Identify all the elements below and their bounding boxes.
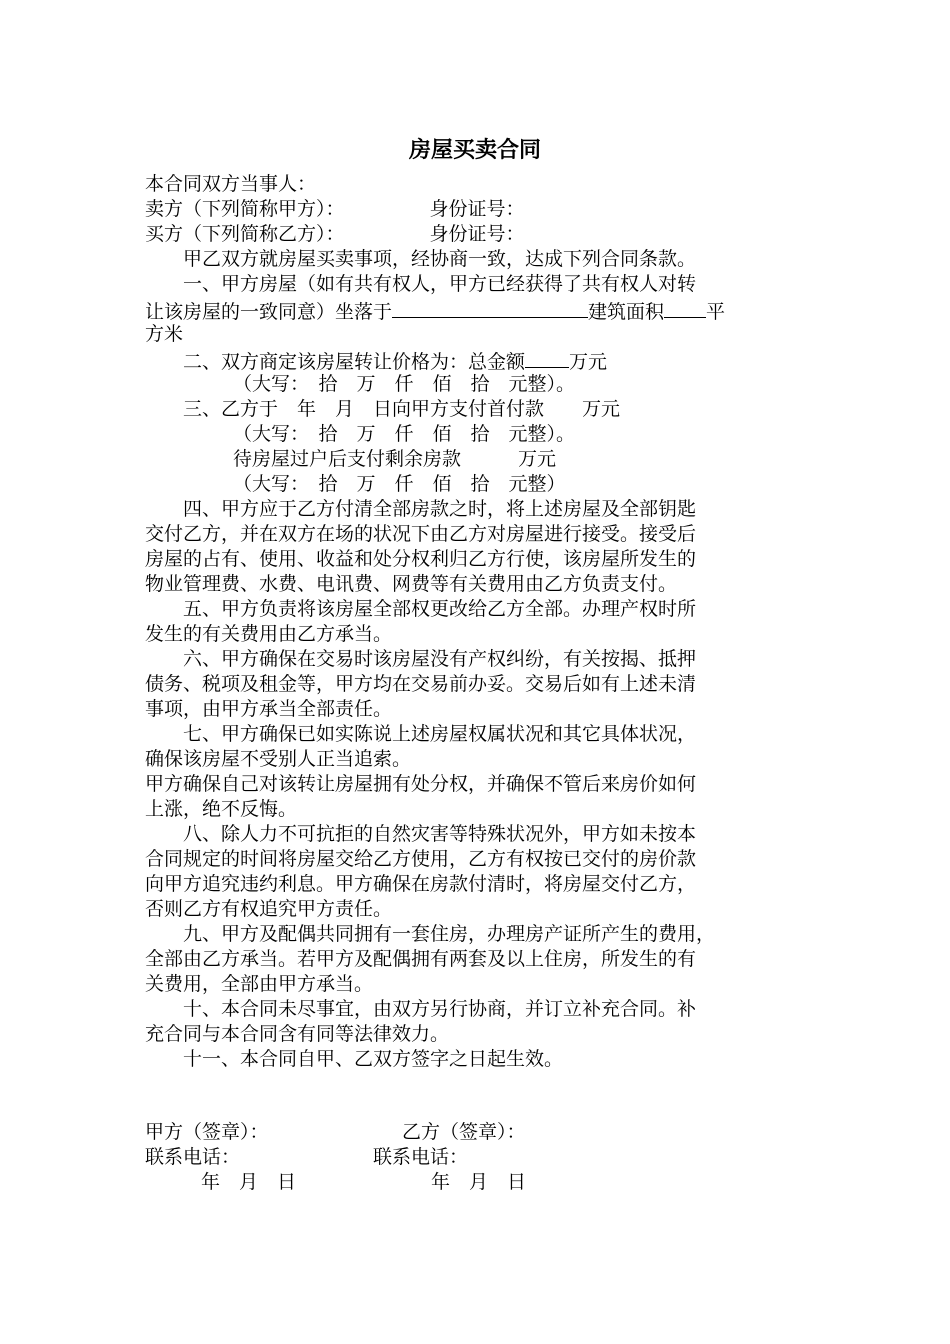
clause1-line2 (145, 297, 807, 322)
seller-label: 卖方（下列简称甲方）： (145, 198, 345, 220)
total-amount-blank (525, 347, 569, 368)
clause8-line: 合同规定的时间将房屋交给乙方使用，乙方有权按已交付的房价款 (145, 848, 697, 870)
clause3-line4: （大写： 拾 万 仟 佰 拾 元整） (233, 473, 566, 495)
party-b-sign-label: 乙方（签章）： (402, 1121, 526, 1143)
clause4-line: 物业管理费、水费、电讯费、网费等有关费用由乙方负责支付。 (145, 573, 678, 595)
parties-heading: 本合同双方当事人： (145, 173, 317, 195)
clause3-line3: 待房屋过户后支付剩余房款 万元 (233, 448, 557, 470)
intro-paragraph: 甲乙双方就房屋买卖事项，经协商一致，达成下列合同条款。 (183, 248, 697, 270)
clause7-line: 甲方确保自己对该转让房屋拥有处分权，并确保不管后来房价如何 (145, 773, 697, 795)
party-b-phone-label: 联系电话： (373, 1146, 469, 1168)
clause9-line: 九、甲方及配偶共同拥有一套住房，办理房产证所产生的费用， (183, 923, 716, 945)
clause1-area-label: 建筑面积 (588, 301, 665, 323)
signature-block (145, 1120, 807, 1195)
clause7-line: 确保该房屋不受别人正当追索。 (145, 748, 412, 770)
seller-id-label: 身份证号： (429, 198, 525, 220)
clause4-line: 交付乙方，并在双方在场的状况下由乙方对房屋进行接受。接受后 (145, 523, 697, 545)
clause2-total-label: 二、双方商定该房屋转让价格为：总金额 (183, 351, 526, 373)
clause10-line: 十、本合同未尽事宜，由双方另行协商，并订立补充合同。补 (183, 998, 697, 1020)
clause1-line1: 一、甲方房屋（如有共有权人，甲方已经获得了共有权人对转 (183, 273, 697, 295)
clause5-line: 发生的有关费用由乙方承当。 (145, 623, 393, 645)
clause5-line: 五、甲方负责将该房屋全部权更改给乙方全部。办理产权时所 (183, 598, 697, 620)
clause10-line: 充合同与本合同含有同等法律效力。 (145, 1023, 450, 1045)
clause8-line: 八、除人力不可抗拒的自然灾害等特殊状况外，甲方如未按本 (183, 823, 697, 845)
party-a-sign-label: 甲方（签章）： (145, 1121, 269, 1143)
clause2-line1 (145, 347, 807, 372)
clause1-line3: 方米 (145, 323, 184, 345)
clause6-line: 事项，由甲方承当全部责任。 (145, 698, 393, 720)
buyer-id-label: 身份证号： (429, 223, 525, 245)
date-row (145, 1170, 807, 1195)
clause6-line: 六、甲方确保在交易时该房屋没有产权纠纷，有关按揭、抵押 (183, 648, 697, 670)
clause4-line: 四、甲方应于乙方付清全部房款之时，将上述房屋及全部钥匙 (183, 498, 697, 520)
buyer-label: 买方（下列简称乙方）： (145, 223, 345, 245)
location-blank (392, 297, 588, 318)
clause9-line: 全部由乙方承当。若甲方及配偶拥有两套及以上住房，所发生的有 (145, 948, 697, 970)
clause1-unit-part: 平 (706, 301, 726, 323)
clause7-line: 上涨，绝不反悔。 (145, 798, 298, 820)
clause2-line2: （大写： 拾 万 仟 佰 拾 元整）。 (233, 373, 576, 395)
clause8-line: 向甲方追究违约利息。甲方确保在房款付清时，将房屋交付乙方， (145, 873, 697, 895)
clause9-line: 关费用，全部由甲方承当。 (145, 973, 374, 995)
buyer-line (145, 222, 807, 247)
party-a-date: 年 月 日 (201, 1171, 297, 1193)
phone-row (145, 1145, 807, 1170)
party-a-phone-label: 联系电话： (145, 1146, 241, 1168)
seller-line (145, 197, 807, 222)
clause11-line: 十一、本合同自甲、乙双方签字之日起生效。 (183, 1048, 564, 1070)
clause6-line: 债务、税项及租金等，甲方均在交易前办妥。交易后如有上述未清 (145, 673, 697, 695)
clause3-line1: 三、乙方于 年 月 日向甲方支付首付款 万元 (183, 398, 621, 420)
contract-body (145, 172, 807, 1072)
clause4-line: 房屋的占有、使用、收益和处分权利归乙方行使，该房屋所发生的 (145, 548, 697, 570)
area-blank (664, 297, 706, 318)
document-title: 房屋买卖合同 (408, 137, 541, 163)
clause7-line: 七、甲方确保已如实陈说上述房屋权属状况和其它具体状况， (183, 723, 697, 745)
signature-row (145, 1120, 807, 1145)
clause2-unit: 万元 (569, 351, 608, 373)
clause1-location-label: 让该房屋的一致同意）坐落于 (145, 301, 393, 323)
clause3-line2: （大写： 拾 万 仟 佰 拾 元整）。 (233, 423, 576, 445)
party-b-date: 年 月 日 (431, 1171, 527, 1193)
clause8-line: 否则乙方有权追究甲方责任。 (145, 898, 393, 920)
